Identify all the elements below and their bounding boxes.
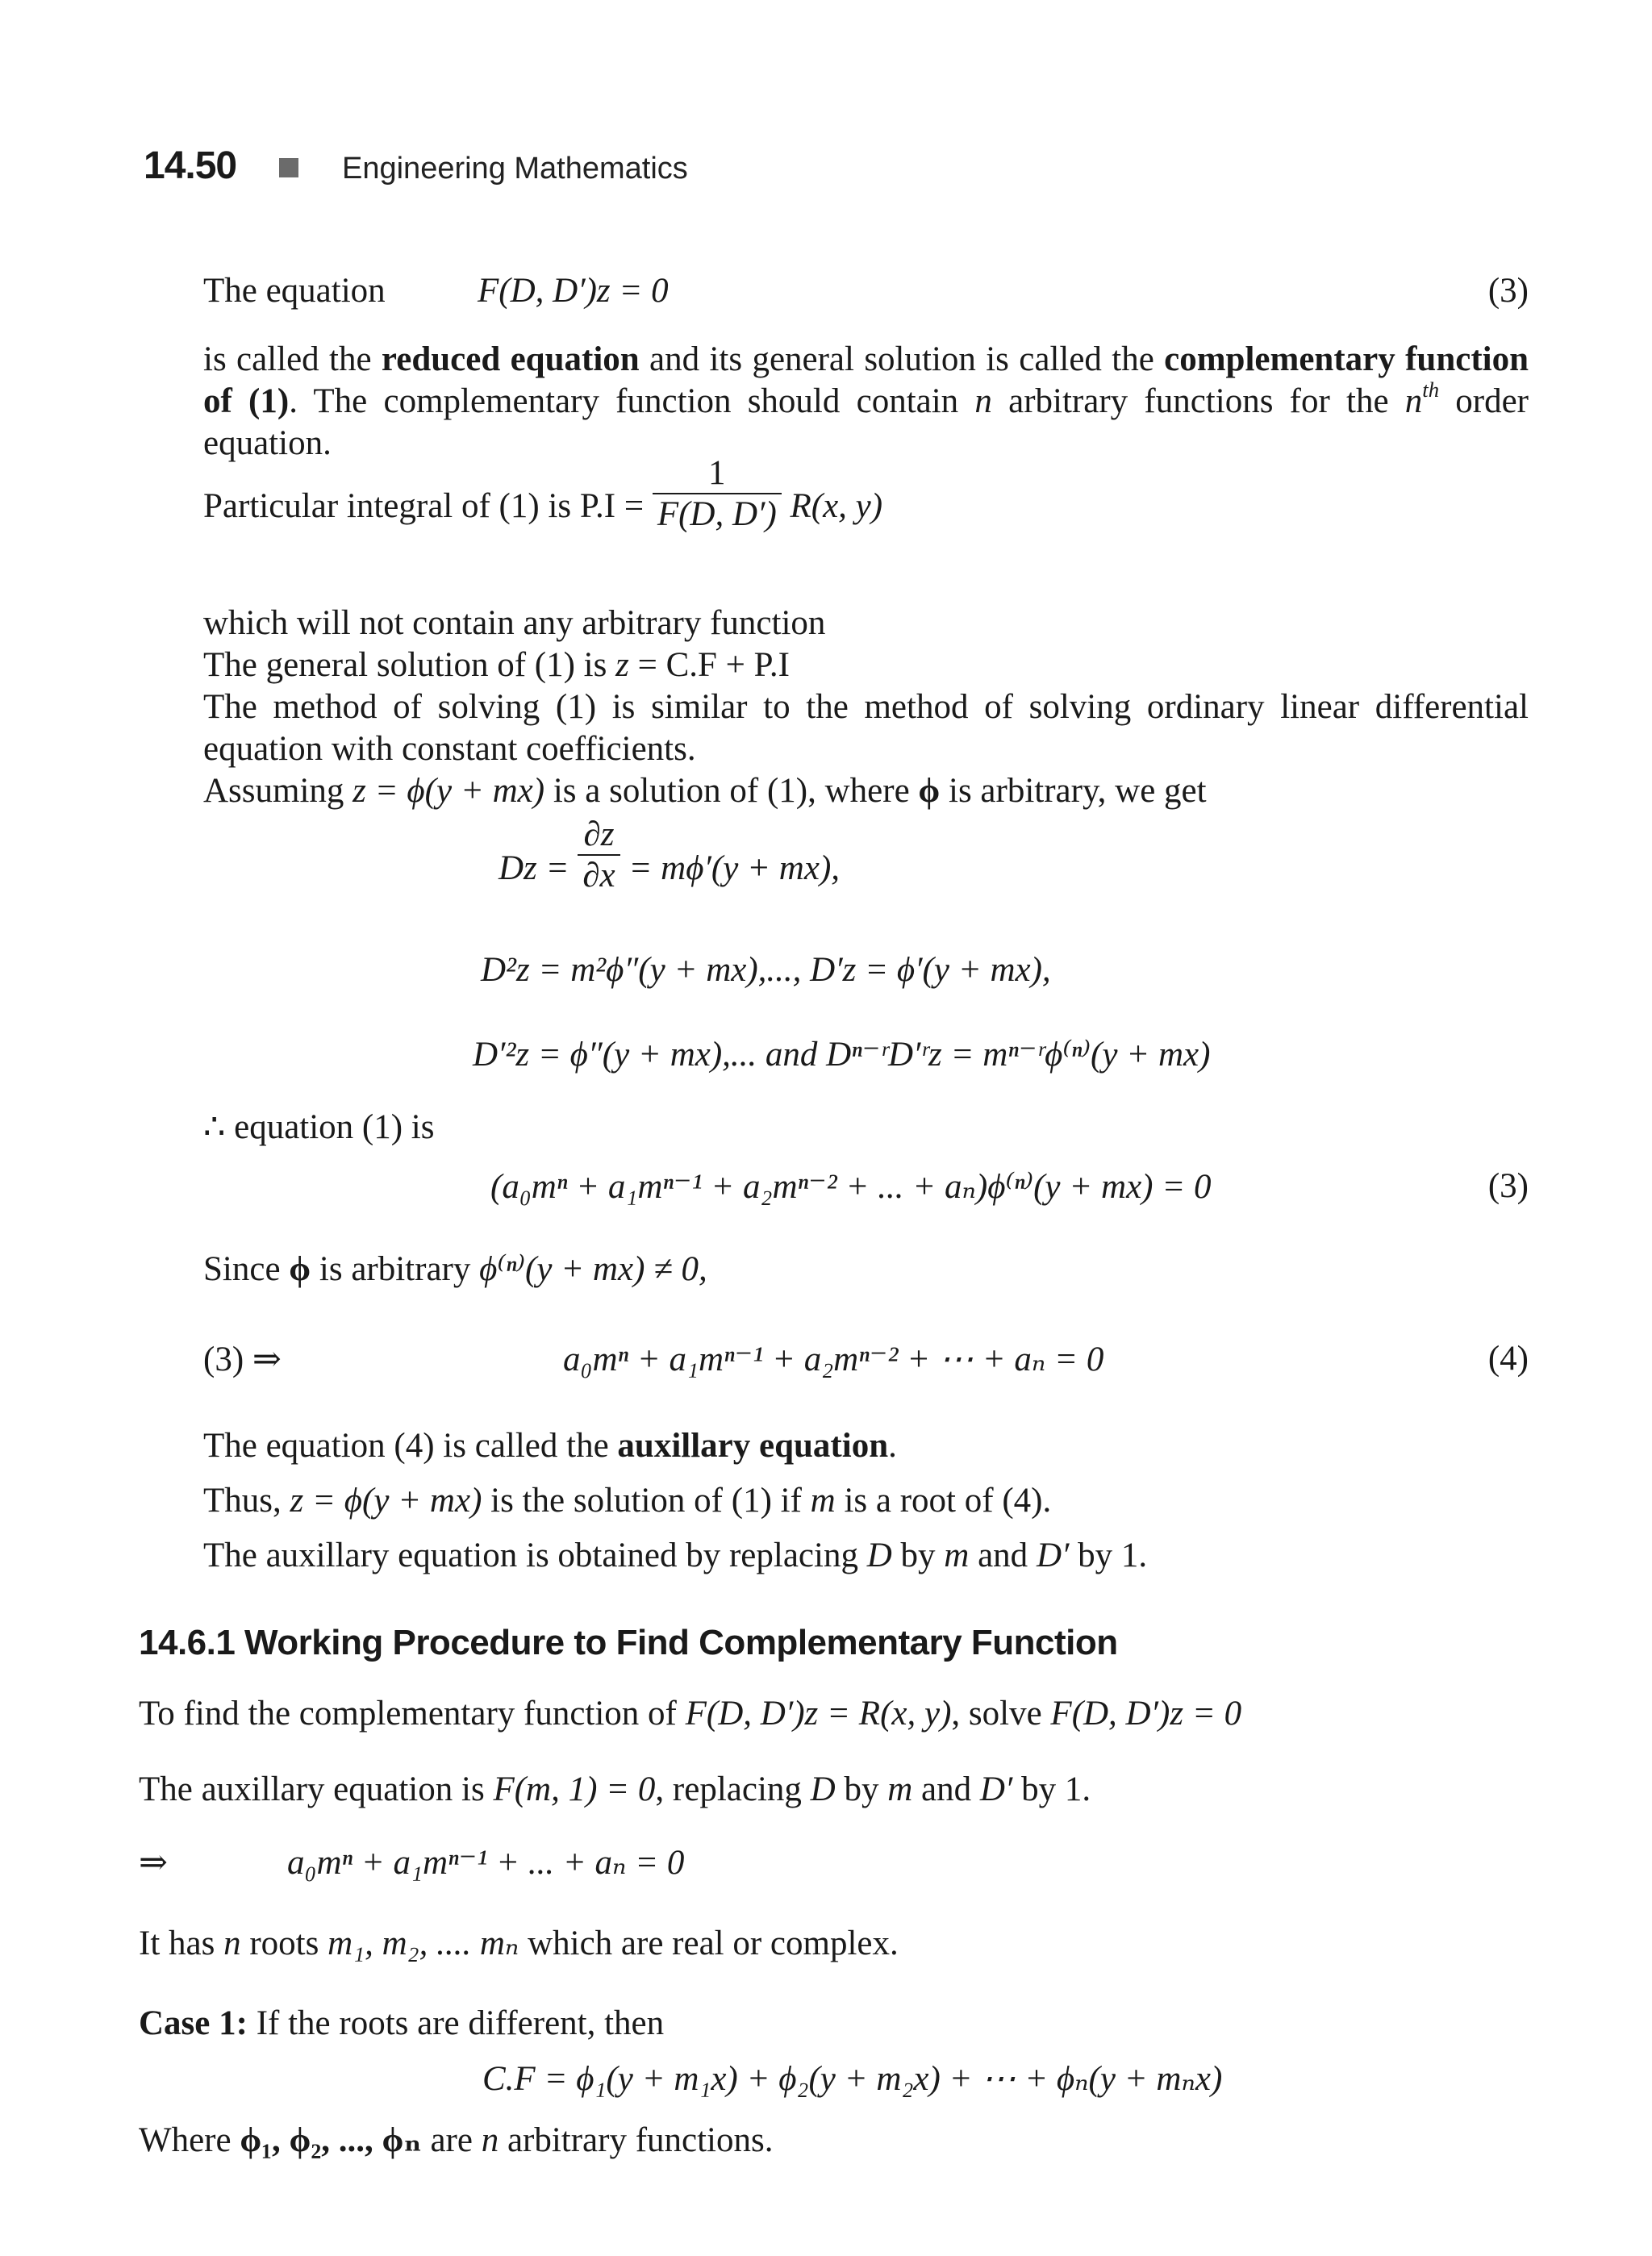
text: arbitrary functions for the — [991, 382, 1405, 420]
derivative-dnr: D′²z = ϕ″(y + mx),... and Dⁿ⁻ʳD′ʳz = mⁿ⁻ʳϕ⁽ⁿ⁾(y + mx) — [473, 1036, 1211, 1074]
therefore-expr: (a₀mⁿ + a₁mⁿ⁻¹ + a₂mⁿ⁻² + ... + aₙ)ϕ⁽ⁿ⁾(y + mx) = 0 — [490, 1168, 1212, 1206]
text: The equation (4) is called the — [203, 1427, 618, 1465]
line-roots — [139, 1923, 899, 1963]
var-z: z — [615, 646, 629, 684]
case-1-line — [139, 2004, 664, 2043]
text: If the roots are different, then — [247, 2004, 665, 2042]
line-no-arbitrary: which will not contain any arbitrary function — [203, 604, 826, 642]
expr-z-phi: z = ϕ(y + mx) — [290, 1482, 482, 1520]
expr-reduced: F(D, D′)z = 0 — [1050, 1695, 1242, 1733]
eq-intro-label: The equation — [203, 272, 386, 310]
var-n: n — [1404, 382, 1423, 420]
implies-arrow: ⇒ — [139, 1844, 169, 1882]
expr-phi-nonzero: ϕ⁽ⁿ⁾(y + mx) ≠ 0, — [479, 1250, 707, 1288]
pi-rhs: R(x, y) — [790, 486, 883, 525]
derivative-dz — [499, 815, 841, 895]
text: is arbitrary, we get — [940, 772, 1207, 810]
line-general-solution — [203, 644, 1529, 686]
cf-expression: C.F = ϕ₁(y + m₁x) + ϕ₂(y + m₂x) + ⋯ + ϕₙ(y + mₙx) — [482, 2060, 1223, 2098]
line-auxillary-defined — [203, 1426, 897, 1466]
var-D-prime: D′ — [1036, 1537, 1070, 1574]
text: Dz = — [499, 849, 569, 887]
var-D: D — [810, 1770, 836, 1808]
aux-polynomial: a₀mⁿ + a₁mⁿ⁻¹ + ... + aₙ = 0 — [287, 1844, 685, 1882]
eq-number-3b: (3) — [1487, 1167, 1529, 1205]
symbol-phi: ϕ — [289, 1250, 311, 1288]
implies-label: (3) ⇒ — [203, 1341, 282, 1378]
text: order equation. — [203, 382, 1529, 462]
roots-list: m₁, m₂, .... mₙ — [327, 1924, 519, 1962]
text: and — [912, 1770, 980, 1808]
line-to-find — [139, 1694, 1241, 1733]
since-line — [203, 1249, 707, 1289]
term-reduced-equation: reduced equation — [381, 340, 640, 378]
text: Thus, — [203, 1482, 290, 1520]
pi-numerator: 1 — [708, 454, 726, 492]
line-auxillary-is — [139, 1770, 1091, 1809]
section-heading: 14.6.1 Working Procedure to Find Complementary Function — [139, 1623, 1118, 1662]
header-square-icon — [279, 158, 298, 177]
text: , solve — [951, 1695, 1051, 1733]
text: The auxillary equation is — [139, 1770, 494, 1808]
therefore-label: ∴ equation (1) is — [203, 1108, 435, 1146]
text: The auxillary equation is obtained by replacing — [203, 1537, 867, 1574]
particular-integral — [203, 454, 883, 534]
text: is called the — [203, 340, 382, 378]
pi-label: Particular integral of (1) is P.I = — [203, 486, 645, 525]
expr-F-m-1: F(m, 1) = 0 — [493, 1770, 656, 1808]
text: is arbitrary — [311, 1250, 480, 1288]
text: , replacing — [655, 1770, 811, 1808]
text: is a solution of (1), where — [544, 772, 919, 810]
partial-numerator: ∂z — [583, 815, 615, 853]
case-1-label: Case 1: — [139, 2004, 248, 2042]
text: Where — [139, 2121, 240, 2159]
var-m: m — [887, 1770, 913, 1808]
text: which are real or complex. — [519, 1924, 899, 1962]
pi-fraction — [653, 453, 782, 534]
term-auxillary-equation: auxillary equation — [617, 1427, 889, 1465]
paragraph-general-solution — [203, 603, 1529, 812]
symbol-phi: ϕ — [918, 772, 941, 810]
eq-intro-expr: F(D, D′)z = 0 — [478, 272, 669, 310]
text: is a root of (4). — [835, 1482, 1052, 1520]
var-m: m — [944, 1537, 970, 1574]
derivative-d2z: D²z = m²ϕ″(y + mx),..., D′z = ϕ′(y + mx), — [481, 951, 1051, 989]
var-D: D — [866, 1537, 892, 1574]
phi-list: ϕ₁, ϕ₂, ..., ϕₙ — [240, 2121, 422, 2159]
line-where — [139, 2120, 774, 2160]
text: It has — [139, 1924, 224, 1962]
line-assuming — [203, 770, 1529, 812]
var-n: n — [974, 382, 992, 420]
text: To find the complementary function of — [139, 1695, 686, 1733]
expr-z-phi: z = ϕ(y + mx) — [353, 772, 545, 810]
var-m: m — [810, 1482, 836, 1520]
text: and — [969, 1537, 1037, 1574]
text: and its general solution is called the — [639, 340, 1165, 378]
text: = mϕ′(y + mx), — [628, 849, 841, 887]
superscript-th: th — [1422, 377, 1440, 402]
line-method: The method of solving (1) is similar to the method of solving ordinary linear differential equation with constant coefficients. — [203, 688, 1529, 768]
page-number: 14.50 — [144, 144, 237, 187]
line-thus — [203, 1481, 1051, 1520]
partial-denominator: ∂x — [578, 854, 620, 895]
text: by — [891, 1537, 945, 1574]
var-D-prime: D′ — [979, 1770, 1013, 1808]
text: roots — [240, 1924, 328, 1962]
text: is the solution of (1) if — [482, 1482, 811, 1520]
var-n: n — [481, 2121, 499, 2159]
eq-number-4: (4) — [1487, 1340, 1529, 1378]
book-title: Engineering Mathematics — [342, 152, 688, 186]
text: Since — [203, 1250, 290, 1288]
term-complementary-function: complementary function of (1) — [203, 340, 1529, 420]
pi-denominator: F(D, D′) — [653, 493, 782, 534]
var-n: n — [223, 1924, 241, 1962]
text: by — [835, 1770, 888, 1808]
text: = C.F + P.I — [628, 646, 790, 684]
partial-fraction — [578, 815, 620, 895]
line-replacing — [203, 1536, 1147, 1575]
text: are — [421, 2121, 482, 2159]
auxiliary-equation-expr: a₀mⁿ + a₁mⁿ⁻¹ + a₂mⁿ⁻² + ⋯ + aₙ = 0 — [563, 1341, 1104, 1378]
paragraph-reduced-equation — [203, 339, 1529, 465]
text: Assuming — [203, 772, 353, 810]
expr-pde: F(D, D′)z = R(x, y) — [685, 1695, 952, 1733]
text: The general solution of (1) is — [203, 646, 616, 684]
text: . — [888, 1427, 897, 1465]
text: by 1. — [1069, 1537, 1148, 1574]
text: by 1. — [1012, 1770, 1091, 1808]
eq-number-3a: (3) — [1487, 272, 1529, 310]
text: . The complementary function should contain — [289, 382, 975, 420]
text: arbitrary functions. — [499, 2121, 774, 2159]
